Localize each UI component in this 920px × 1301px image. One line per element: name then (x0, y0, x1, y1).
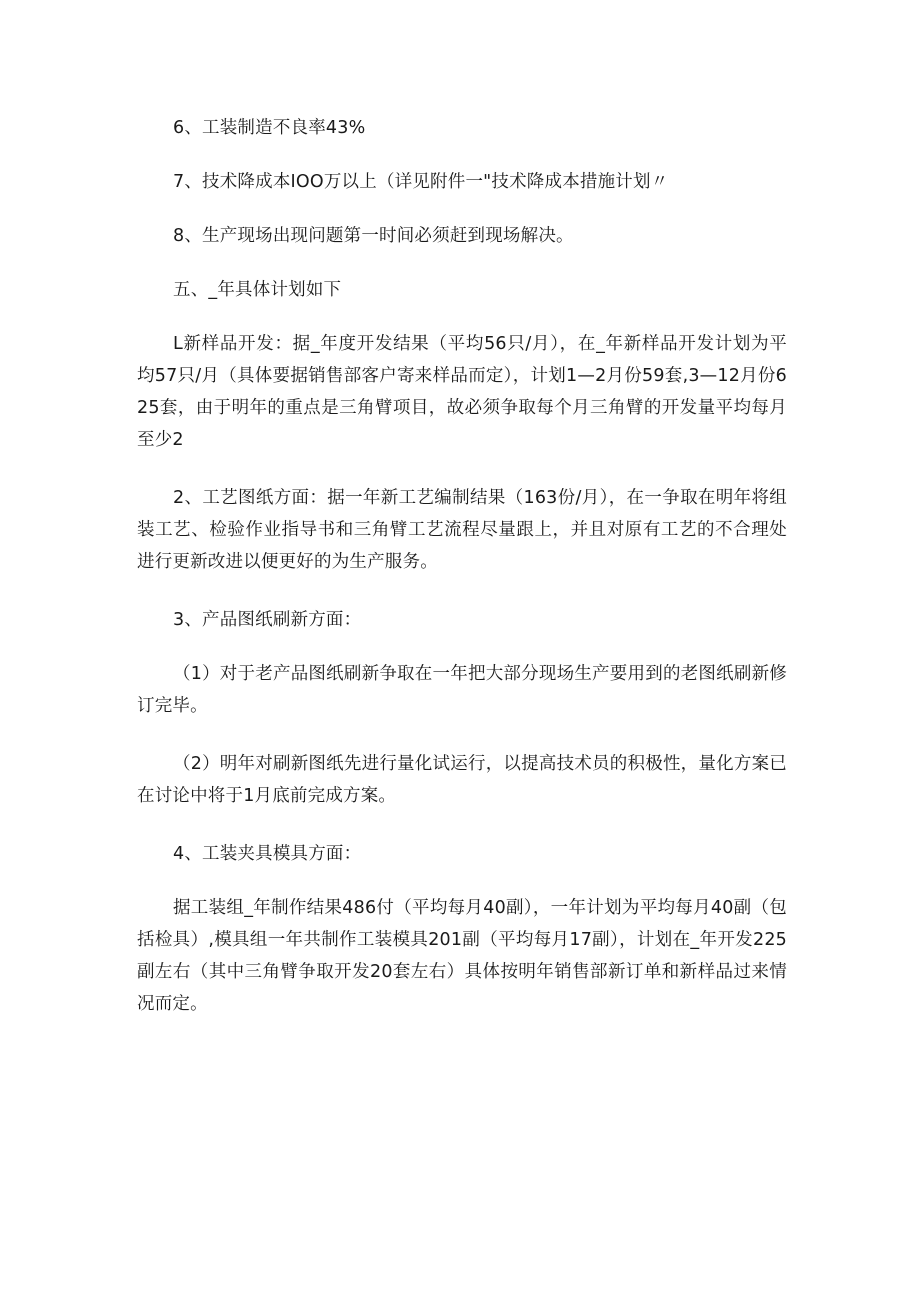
section-5-heading: 五、_年具体计划如下 (173, 280, 342, 300)
item-8-onsite-response: 8、生产现场出现问题第一时间必须赶到现场解决。 (173, 226, 574, 246)
plan-4-tooling-details: 据工装组_年制作结果486付（平均每月40副），一年计划为平均每月40副（包括检具）,模具组一年共制作工装模具201副（平均每月17副），计划在_年开发225副左右（其中三角臂争取开发20套左右）具体按明年销售部新订单和新样品过来情况而定。 (137, 898, 787, 1014)
plan-1-new-sample-development: L新样品开发：据_年度开发结果（平均56只/月），在_年新样品开发计划为平均57只/月（具体要据销售部客户寄来样品而定），计划1—2月份59套,3—12月份625套，由于明年的重点是三角臂项目，故必须争取每个月三角臂的开发量平均每月至少2 (137, 334, 787, 450)
plan-4-heading: 4、工装夹具模具方面： (173, 844, 362, 864)
document-body (137, 112, 787, 1046)
plan-3-sub-2: （2）明年对刷新图纸先进行量化试运行，以提高技术员的积极性，量化方案已在讨论中将于1月底前完成方案。 (137, 754, 787, 806)
item-6-tooling-defect-rate: 6、工装制造不良率43% (173, 118, 366, 138)
plan-3-sub-1: （1）对于老产品图纸刷新争取在一年把大部分现场生产要用到的老图纸刷新修订完毕。 (137, 664, 787, 716)
plan-2-process-drawings: 2、工艺图纸方面：据一年新工艺编制结果（163份/月），在一争取在明年将组装工艺、检验作业指导书和三角臂工艺流程尽量跟上，并且对原有工艺的不合理处进行更新改进以便更好的为生产服务。 (137, 488, 787, 572)
plan-3-heading: 3、产品图纸刷新方面： (173, 610, 362, 630)
item-7-cost-reduction: 7、技术降成本IOO万以上（详见附件一"技术降成本措施计划〃 (173, 172, 669, 192)
